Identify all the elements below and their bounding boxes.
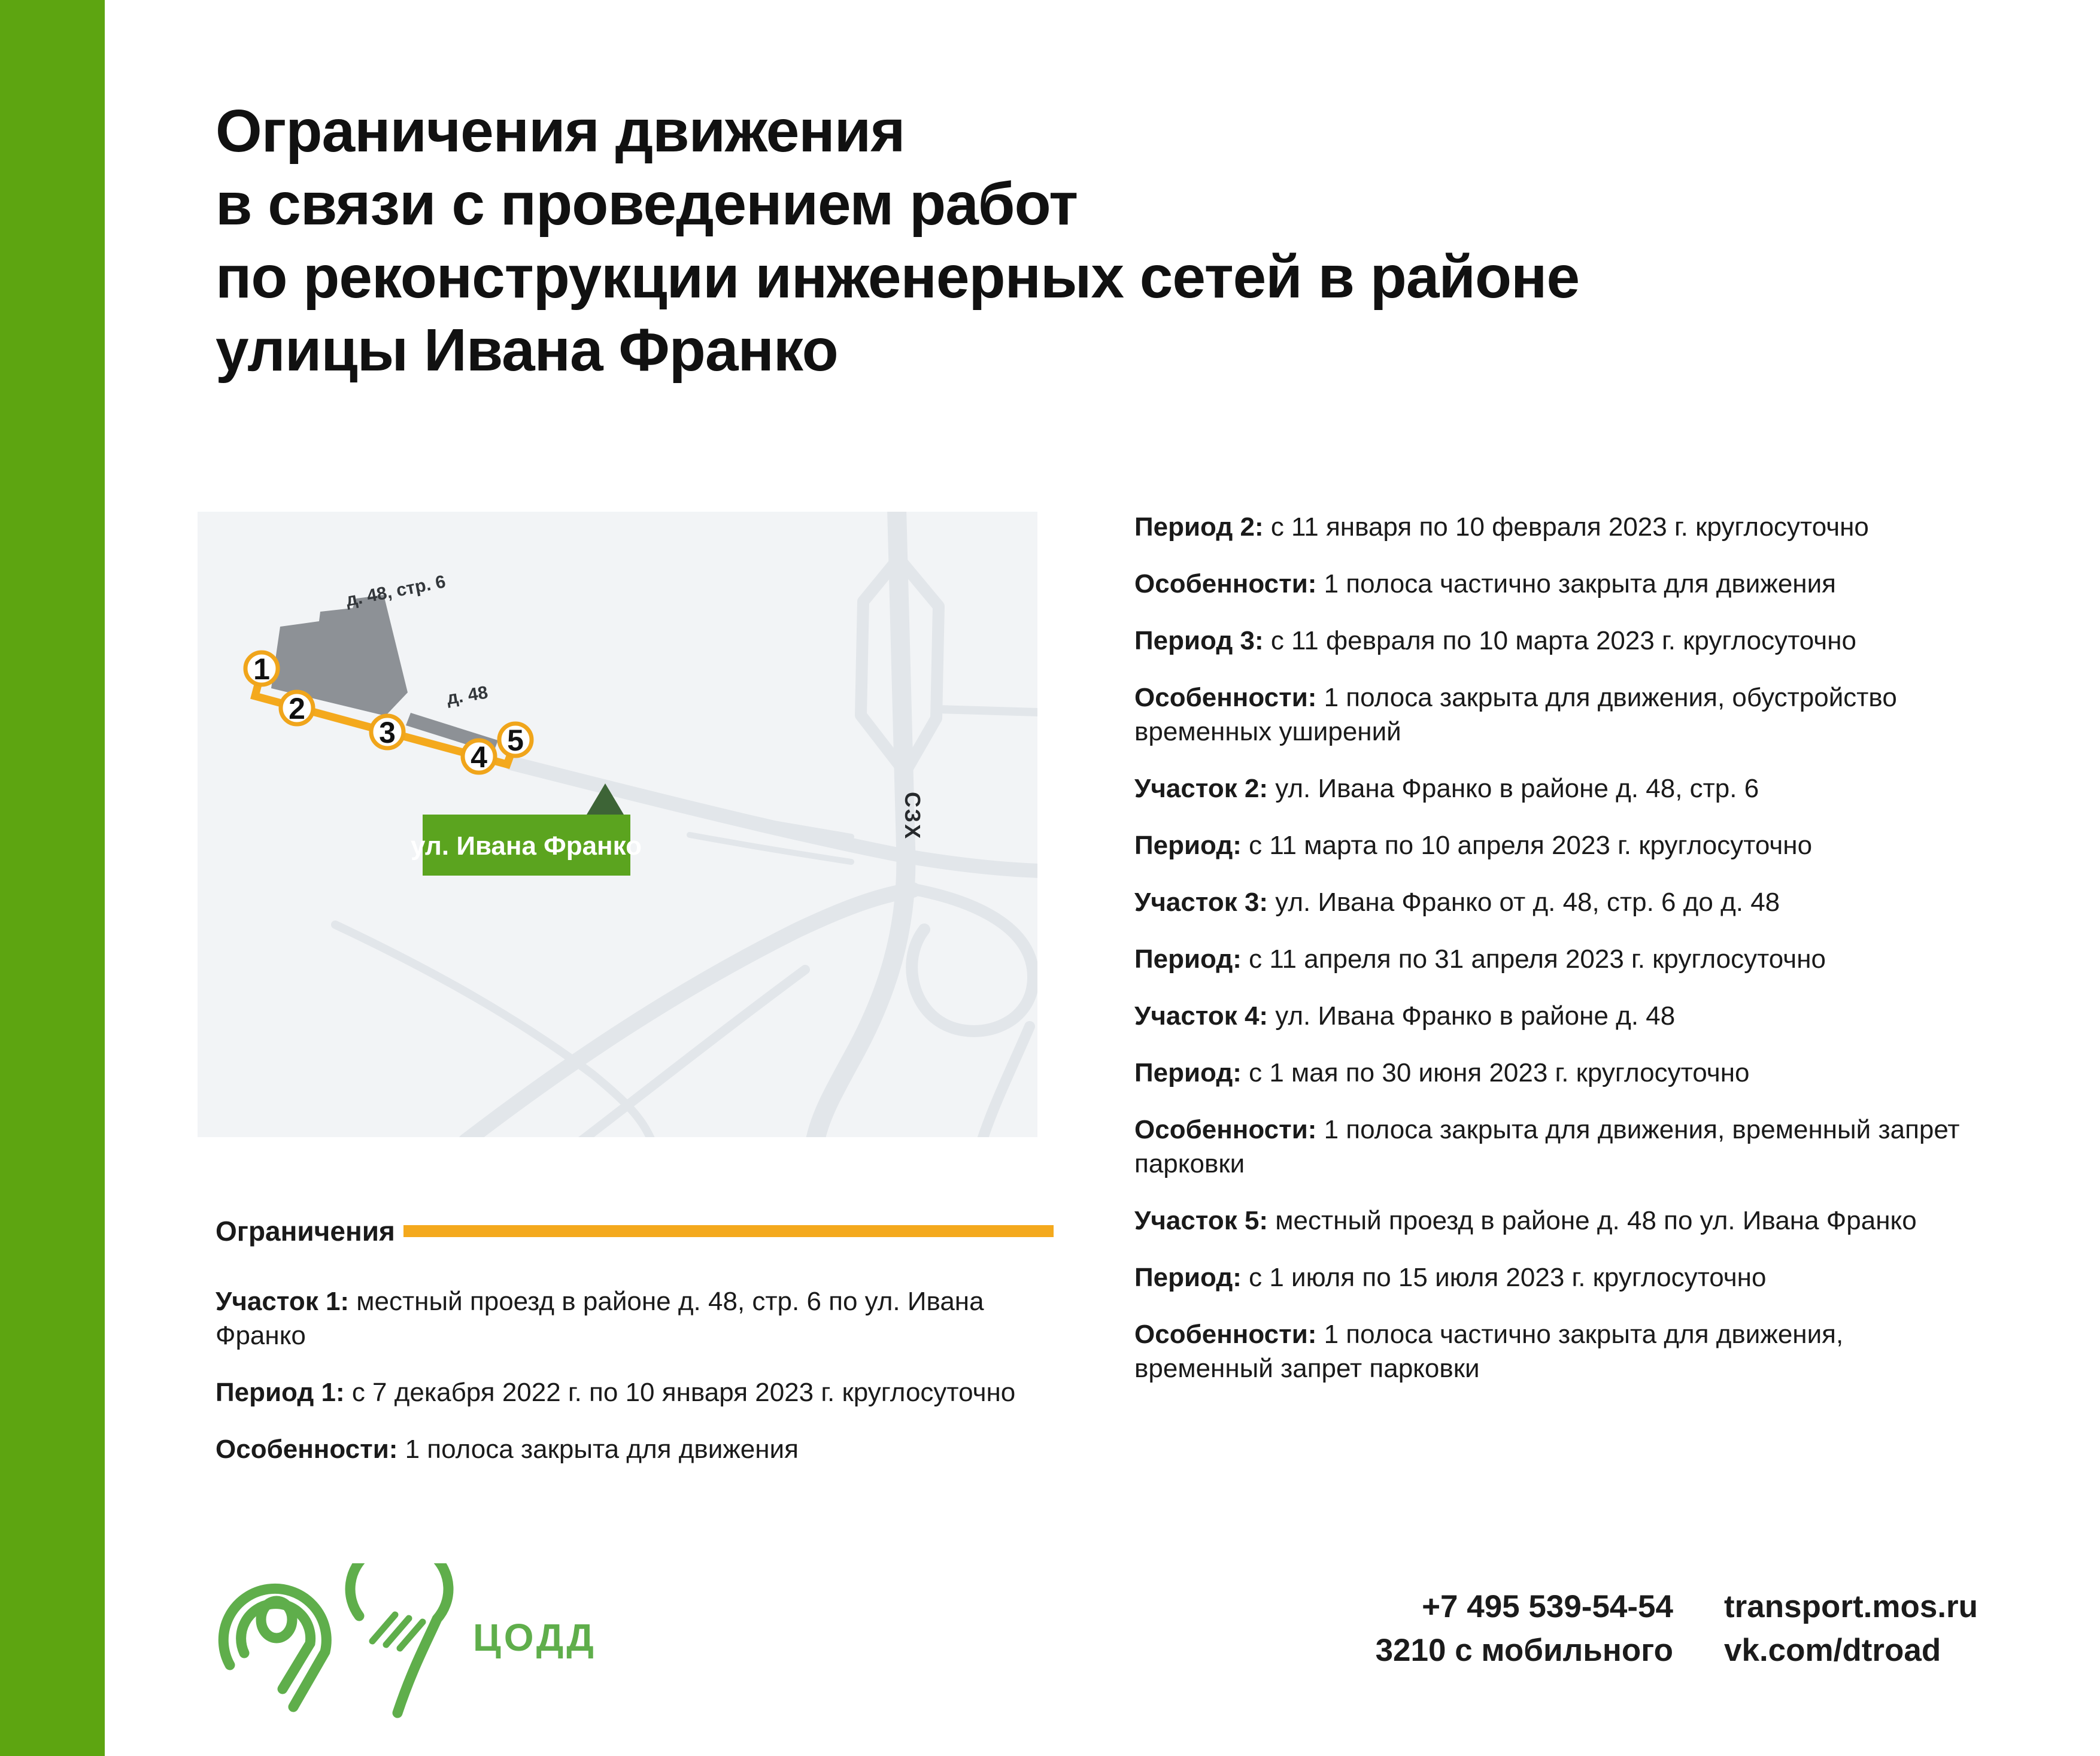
info-paragraph: [1134, 771, 1975, 806]
contact-phones: [1347, 1585, 1673, 1672]
map-canvas: [198, 512, 1037, 1137]
info-text: с 7 декабря 2022 г. по 10 января 2023 г. круглосуточно: [344, 1378, 1016, 1407]
info-paragraph: [1134, 1317, 1975, 1386]
page-title: [216, 95, 2041, 387]
footer-logos: [204, 1563, 682, 1737]
info-text: с 11 апреля по 31 апреля 2023 г. круглосуточно: [1241, 944, 1826, 974]
info-paragraph: [1134, 942, 1975, 976]
info-paragraph: [1134, 1260, 1975, 1295]
title-line-1: Ограничения движения: [216, 98, 905, 165]
info-paragraph: [1134, 885, 1975, 919]
info-label: Участок 2:: [1134, 774, 1269, 803]
info-label: Особенности:: [1134, 569, 1317, 599]
info-label: Особенности:: [1134, 683, 1317, 712]
info-text: местный проезд в районе д. 48 по ул. Ивана Франко: [1268, 1206, 1917, 1235]
info-text: с 1 мая по 30 июня 2023 г. круглосуточно: [1241, 1058, 1750, 1087]
info-paragraph: [1134, 624, 1975, 658]
phone-mobile: 3210 с мобильного: [1375, 1633, 1673, 1668]
info-text: с 1 июля по 15 июля 2023 г. круглосуточно: [1241, 1263, 1767, 1292]
info-paragraph: [216, 1375, 1054, 1409]
title-line-2: в связи с проведением работ: [216, 171, 1078, 238]
info-text: местный проезд в районе д. 48, стр. 6 по ул. Ивана Франко: [216, 1287, 984, 1350]
brand-sidebar: [0, 0, 105, 1756]
info-paragraph: [1134, 1113, 1975, 1181]
info-label: Период:: [1134, 1058, 1242, 1087]
info-label: Период 1:: [216, 1378, 345, 1407]
codd-logo-icon: [350, 1563, 448, 1713]
marker-number-2: 2: [289, 692, 305, 725]
restrictions-section: [216, 1215, 1054, 1489]
info-label: Участок 3:: [1134, 888, 1269, 917]
info-paragraph: [1134, 510, 1975, 544]
restrictions-list: [216, 1284, 1054, 1466]
info-label: Период:: [1134, 831, 1242, 860]
restrictions-rule-line: [403, 1225, 1054, 1237]
info-text: с 11 марта по 10 апреля 2023 г. круглосуточно: [1241, 831, 1813, 860]
info-label: Особенности:: [216, 1435, 398, 1464]
info-label: Период:: [1134, 944, 1242, 974]
title-line-3: по реконструкции инженерных сетей в районе: [216, 244, 1580, 311]
info-text: ул. Ивана Франко от д. 48, стр. 6 до д. 48: [1268, 888, 1780, 917]
info-paragraph: [216, 1284, 1054, 1353]
info-text: 1 полоса частично закрыта для движения, временный запрет парковки: [1134, 1320, 1844, 1383]
restrictions-heading: Ограничения: [216, 1216, 395, 1247]
building-48-label: д. 48: [445, 682, 490, 709]
info-paragraph: [1134, 999, 1975, 1033]
marker-number-4: 4: [471, 740, 487, 774]
info-paragraph: [1134, 828, 1975, 862]
info-label: Период 3:: [1134, 626, 1264, 655]
phone-main: +7 495 539-54-54: [1422, 1589, 1673, 1624]
marker-number-3: 3: [379, 716, 396, 749]
info-label: Период 2:: [1134, 512, 1264, 542]
building-48s6-label: д. 48, стр. 6: [344, 572, 448, 610]
info-text: 1 полоса частично закрыта для движения: [1316, 569, 1836, 599]
info-text: ул. Ивана Франко в районе д. 48: [1268, 1001, 1676, 1031]
road-east-link: [937, 709, 1037, 712]
info-text: с 11 февраля по 10 марта 2023 г. круглосуточно: [1263, 626, 1856, 655]
info-text: 1 полоса закрыта для движения: [397, 1435, 799, 1464]
scheme-map: [198, 512, 1037, 1137]
info-label: Особенности:: [1134, 1320, 1317, 1349]
highway-szh-label: СЗХ: [900, 792, 925, 841]
contact-links: [1724, 1585, 2059, 1672]
info-paragraph: [1134, 1056, 1975, 1090]
details-column: [1134, 510, 1975, 1408]
title-line-4: улицы Ивана Франко: [216, 317, 838, 384]
info-text: с 11 января по 10 февраля 2023 г. круглосуточно: [1263, 512, 1869, 542]
info-paragraph: [1134, 567, 1975, 601]
info-paragraph: [216, 1432, 1054, 1466]
social-link[interactable]: vk.com/dtroad: [1724, 1633, 1941, 1668]
marker-number-1: 1: [253, 652, 270, 686]
codd-wordmark: ЦОДД: [473, 1616, 597, 1659]
marker-number-5: 5: [507, 724, 524, 757]
street-label-text: ул. Ивана Франко: [411, 831, 642, 861]
info-label: Участок 5:: [1134, 1206, 1269, 1235]
info-paragraph: [1134, 1204, 1975, 1238]
info-text: ул. Ивана Франко в районе д. 48, стр. 6: [1268, 774, 1759, 803]
info-label: Период:: [1134, 1263, 1242, 1292]
moscow-transport-logo-icon: [223, 1588, 326, 1707]
info-label: Особенности:: [1134, 1115, 1317, 1144]
info-label: Участок 1:: [216, 1287, 350, 1316]
website-link[interactable]: transport.mos.ru: [1724, 1589, 1978, 1624]
info-paragraph: [1134, 680, 1975, 749]
info-label: Участок 4:: [1134, 1001, 1269, 1031]
info-text: 1 полоса закрыта для движения, обустройство временных уширений: [1134, 683, 1897, 746]
restrictions-header: [216, 1215, 1054, 1247]
info-text: 1 полоса закрыта для движения, временный запрет парковки: [1134, 1115, 1960, 1178]
